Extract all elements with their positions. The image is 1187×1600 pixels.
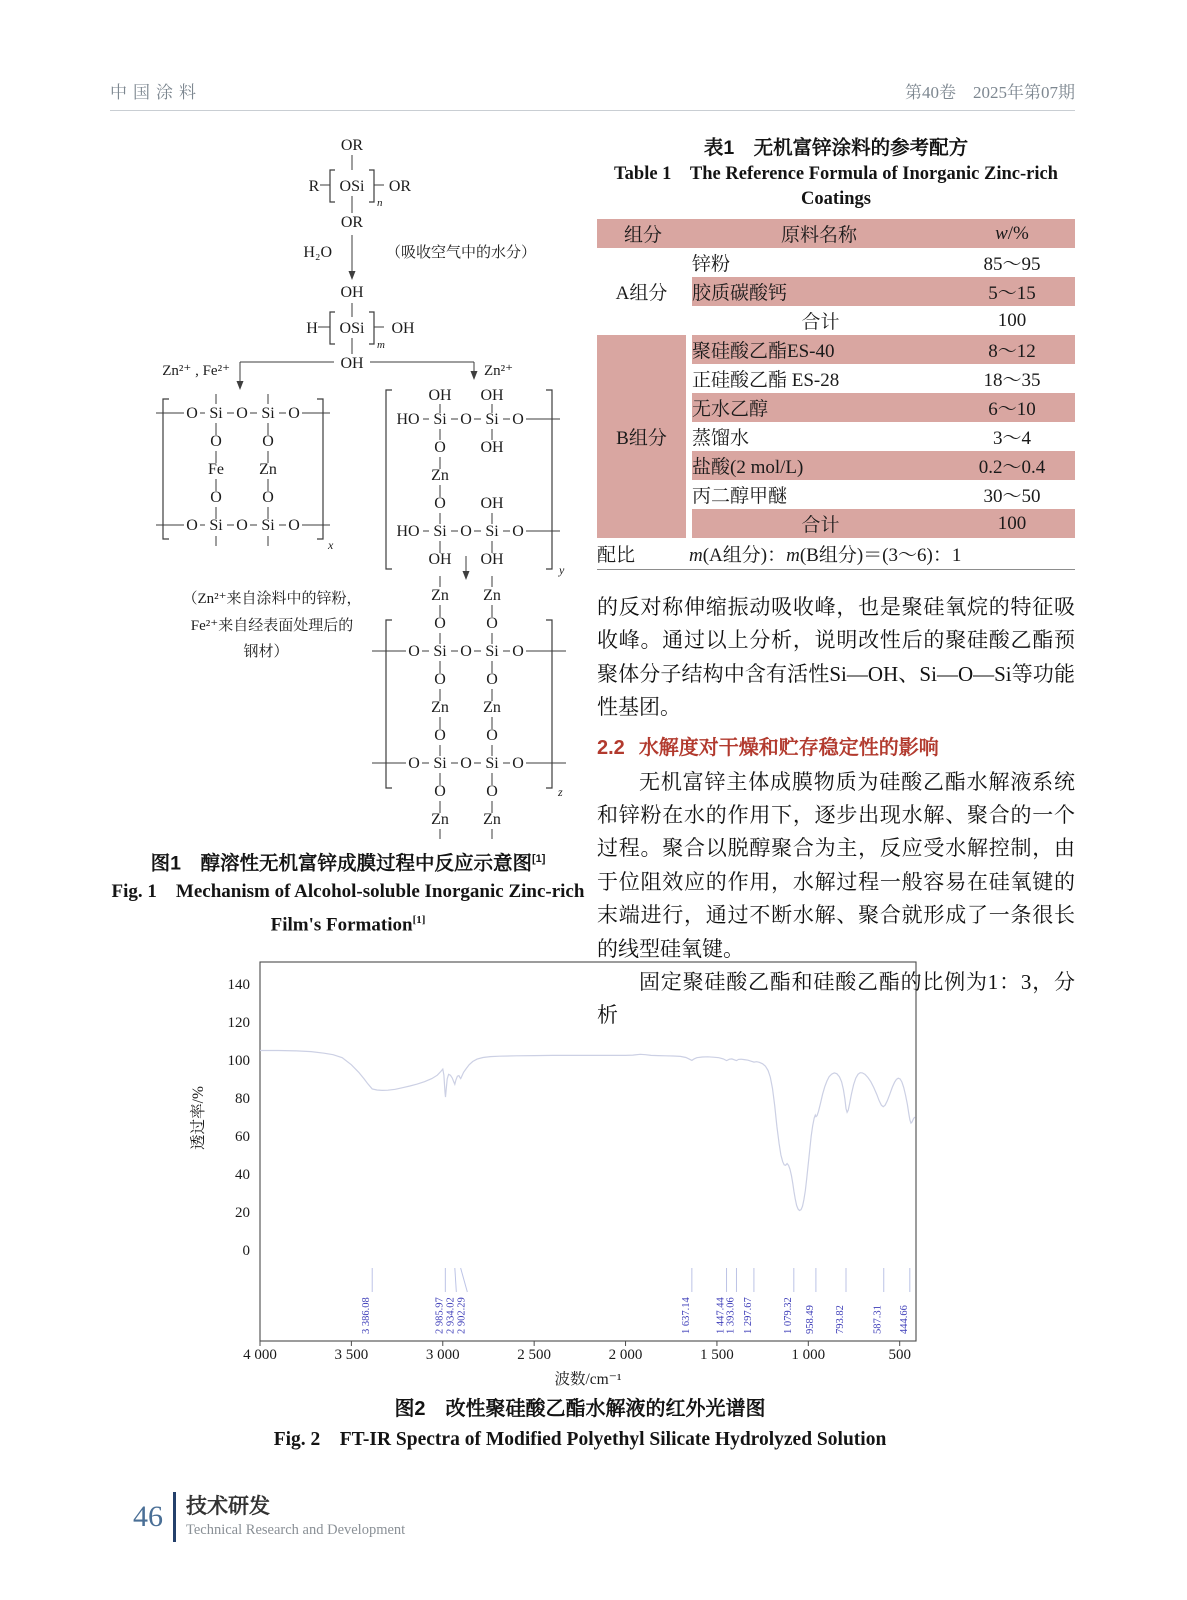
label-fe: Fe xyxy=(208,461,224,478)
y-tick-label: 20 xyxy=(235,1205,250,1221)
material-name-cell: 合计 xyxy=(689,509,949,538)
label-o: O xyxy=(512,643,524,660)
right-column xyxy=(597,136,1075,1033)
bracket xyxy=(163,399,169,539)
weight-percent-cell: 0.2～0.4 xyxy=(949,451,1075,480)
col-header-group: 组分 xyxy=(597,219,689,248)
weight-percent-cell: 5～15 xyxy=(949,277,1075,306)
x-tick-label: 1 000 xyxy=(791,1347,826,1363)
label-o: O xyxy=(408,755,420,772)
material-name-cell: 盐酸(2 mol/L) xyxy=(689,451,949,480)
label-si: Si xyxy=(209,517,223,534)
paragraph-1: 的反对称伸缩振动吸收峰，也是聚硅氧烷的特征吸收峰。通过以上分析，说明改性后的聚硅酸乙酯预聚体分子结构中含有活性Si—OH、Si—O—Si等功能性基团。 xyxy=(597,595,1075,720)
label-o: O xyxy=(186,517,198,534)
bracket xyxy=(330,170,335,202)
label-o: O xyxy=(236,405,248,422)
label-si: Si xyxy=(485,523,499,540)
section-title: 水解度对干燥和贮存稳定性的影响 xyxy=(638,736,939,759)
col-header-material: 原料名称 xyxy=(689,219,949,248)
label-si: Si xyxy=(433,523,447,540)
label-o: O xyxy=(486,671,498,688)
table-row xyxy=(597,335,1075,364)
page-header xyxy=(110,78,1075,103)
table1-title-zh: 表1 无机富锌涂料的参考配方 xyxy=(703,137,969,159)
material-name-cell: 丙二醇甲醚 xyxy=(689,480,949,509)
label-zn: Zn xyxy=(483,811,501,828)
label-oh: OH xyxy=(428,551,452,568)
peak-wavenumber-label: 2 934.02 xyxy=(445,1297,457,1334)
peak-wavenumber-label: 958.49 xyxy=(804,1305,816,1334)
peak-wavenumber-label: 444.66 xyxy=(898,1305,910,1334)
label-sub_m: m xyxy=(377,339,385,351)
weight-percent-cell: 6～10 xyxy=(949,393,1075,422)
peak-wavenumber-label: 1 393.06 xyxy=(725,1297,737,1334)
material-name-cell: 蒸馏水 xyxy=(689,422,949,451)
label-sub_x: x xyxy=(328,538,334,552)
figure1-note-line1: （Zn²⁺来自涂料中的锌粉， xyxy=(182,591,362,607)
ratio-row xyxy=(597,538,1075,570)
label-r: R xyxy=(308,178,320,195)
label-o: O xyxy=(460,523,472,540)
label-si: Si xyxy=(485,411,499,428)
x-tick-label: 500 xyxy=(888,1347,911,1363)
label-zn: Zn xyxy=(431,467,449,484)
paragraph-2: 无机富锌主体成膜物质为硅酸乙酯水解液系统和锌粉在水的作用下，逐步出现水解、聚合的一个过程。聚合以脱醇聚合为主，反应受水解控制，由于位阻效应的作用，水解过程一般容易在硅氧键的末端进行，通过不断水解、聚合就形成了一条很长的线型硅氧键。 xyxy=(597,769,1075,961)
label-osi: OSi xyxy=(339,178,365,195)
label-h: H xyxy=(306,320,318,337)
label-oh: OH xyxy=(480,387,504,404)
y-tick-label: 0 xyxy=(242,1243,250,1259)
bracket xyxy=(386,390,392,569)
label-o: O xyxy=(262,433,274,450)
label-o: O xyxy=(262,489,274,506)
label-oh: OH xyxy=(391,320,415,337)
label-si: Si xyxy=(261,517,275,534)
label-o: O xyxy=(434,727,446,744)
figure1-caption-zh: 图1 醇溶性无机富锌成膜过程中反应示意图[1] xyxy=(150,852,546,875)
arrow-head xyxy=(471,371,478,380)
table-row xyxy=(597,248,1075,277)
label-o: O xyxy=(434,439,446,456)
label-o: O xyxy=(288,517,300,534)
label-zn: Zn xyxy=(431,699,449,716)
y-tick-label: 140 xyxy=(227,977,250,993)
label-o: O xyxy=(512,523,524,540)
ratio-label: 配比 xyxy=(597,538,689,570)
label-ho: HO xyxy=(396,411,420,428)
label-o: O xyxy=(434,495,446,512)
weight-percent-cell: 100 xyxy=(949,509,1075,538)
bracket xyxy=(369,312,374,344)
arrow-head xyxy=(349,271,356,280)
peak-wavenumber-label: 1 637.14 xyxy=(680,1297,692,1334)
reference-mark: [1] xyxy=(531,853,546,865)
figure1-caption-en-line1: Fig. 1 Mechanism of Alcohol-soluble Inorganic Zinc-rich xyxy=(111,880,585,902)
peak-wavenumber-label: 1 297.67 xyxy=(742,1297,754,1334)
label-o: O xyxy=(210,489,222,506)
label-absorb_note: （吸收空气中的水分） xyxy=(386,245,537,261)
x-tick-label: 1 500 xyxy=(700,1347,734,1363)
col-header-w: w/% xyxy=(949,219,1075,248)
peak-leader-line xyxy=(455,1268,457,1292)
weight-percent-cell: 100 xyxy=(997,309,1027,331)
peak-wavenumber-label: 587.31 xyxy=(872,1305,884,1334)
label-zn: Zn xyxy=(259,461,277,478)
label-si: Si xyxy=(209,405,223,422)
y-axis-label: 透过率/% xyxy=(190,1086,207,1150)
label-o: O xyxy=(512,755,524,772)
figure1-caption xyxy=(100,845,596,939)
section-heading-2-2 xyxy=(597,732,1075,764)
label-si: Si xyxy=(485,643,499,660)
label-sub_z: z xyxy=(558,785,563,799)
label-o: O xyxy=(434,783,446,800)
x-tick-label: 3 500 xyxy=(334,1347,369,1363)
material-name-cell: 聚硅酸乙酯ES-40 xyxy=(689,335,949,364)
label-ion_right: Zn²⁺ xyxy=(484,363,514,379)
label-si: Si xyxy=(261,405,275,422)
header-divider xyxy=(110,110,1075,111)
table1-title-en: Table 1 The Reference Formula of Inorganic Zinc-rich Coatings xyxy=(614,164,1058,209)
weight-percent-cell: 3～4 xyxy=(992,428,1031,449)
label-oh: OH xyxy=(480,439,504,456)
weight-percent-cell: 18～35 xyxy=(983,370,1041,391)
footer-section xyxy=(186,1494,405,1540)
ratio-value: m(A组分)：m(B组分)＝(3～6)：1 xyxy=(689,538,1075,570)
label-o: O xyxy=(486,615,498,632)
label-zn: Zn xyxy=(483,587,501,604)
footer-divider-bar xyxy=(173,1492,176,1542)
label-sub_y: y xyxy=(559,563,565,577)
weight-percent-cell: 8～12 xyxy=(949,335,1075,364)
peak-leader-line xyxy=(461,1268,468,1292)
journal-name: 中国涂料 xyxy=(110,83,202,102)
figure2-caption xyxy=(150,1396,1010,1453)
label-ions_left: Zn²⁺ , Fe²⁺ xyxy=(162,363,230,379)
label-or: OR xyxy=(340,137,364,154)
page-footer xyxy=(133,1492,405,1542)
page-number: 46 xyxy=(133,1500,163,1533)
arrow-head xyxy=(237,381,244,390)
peak-wavenumber-label: 2 902.29 xyxy=(456,1297,468,1334)
weight-percent-cell: 85～95 xyxy=(983,254,1041,275)
peak-wavenumber-label: 1 079.32 xyxy=(782,1297,794,1334)
peak-wavenumber-label: 3 386.08 xyxy=(361,1297,373,1334)
y-tick-label: 40 xyxy=(235,1167,250,1183)
label-osi: OSi xyxy=(339,320,365,337)
material-name-cell: 锌粉 xyxy=(689,248,949,277)
y-tick-label: 80 xyxy=(235,1091,250,1107)
label-zn: Zn xyxy=(431,587,449,604)
issue-info: 第40卷 2025年第07期 xyxy=(905,83,1075,102)
label-o: O xyxy=(460,411,472,428)
peak-wavenumber-label: 2 985.97 xyxy=(434,1297,446,1334)
material-name-cell: 胶质碳酸钙 xyxy=(689,277,949,306)
label-sub_n: n xyxy=(377,197,383,209)
peak-wavenumber-label: 1 447.44 xyxy=(715,1297,727,1334)
label-or: OR xyxy=(388,178,412,195)
table-header-row xyxy=(597,219,1075,248)
figure1-note-line3: 钢材） xyxy=(243,644,289,660)
reference-mark: [1] xyxy=(412,913,426,926)
figure2-caption-zh: 图2 改性聚硅酸乙酯水解液的红外光谱图 xyxy=(394,1398,766,1420)
x-tick-label: 4 000 xyxy=(243,1347,277,1363)
paragraph-3: 固定聚硅酸乙酯和硅酸乙酯的比例为1：3，分析 xyxy=(597,970,1075,1028)
label-o: O xyxy=(486,783,498,800)
label-oh: OH xyxy=(340,284,364,301)
label-o: O xyxy=(210,433,222,450)
label-zn: Zn xyxy=(483,699,501,716)
bracket xyxy=(330,312,335,344)
label-o: O xyxy=(486,727,498,744)
y-tick-label: 120 xyxy=(227,1015,250,1031)
label-o: O xyxy=(434,671,446,688)
arrow-head xyxy=(463,571,470,580)
x-tick-label: 3 000 xyxy=(425,1347,460,1363)
figure1-caption-en-line2: Film's Formation[1] xyxy=(270,913,426,935)
label-si: Si xyxy=(433,755,447,772)
material-name-cell: 无水乙醇 xyxy=(689,393,949,422)
label-oh: OH xyxy=(480,551,504,568)
bracket xyxy=(317,399,323,539)
label-si: Si xyxy=(485,755,499,772)
material-name-cell: 正硅酸乙酯 ES-28 xyxy=(689,364,949,393)
x-tick-label: 2 000 xyxy=(608,1347,643,1363)
label-h2o: H₂O xyxy=(303,244,332,261)
table1-formula-table xyxy=(597,219,1075,570)
label-or: OR xyxy=(340,214,364,231)
plot-border xyxy=(260,962,916,1341)
label-o: O xyxy=(434,615,446,632)
label-o: O xyxy=(288,405,300,422)
bracket xyxy=(546,390,552,569)
bracket xyxy=(369,170,374,202)
label-oh: OH xyxy=(428,387,452,404)
label-o: O xyxy=(460,755,472,772)
figure1-reaction-diagram xyxy=(118,128,578,844)
figure2-ftir-chart xyxy=(186,938,966,1396)
label-ho: HO xyxy=(396,523,420,540)
label-o: O xyxy=(512,411,524,428)
label-o: O xyxy=(186,405,198,422)
y-tick-label: 100 xyxy=(227,1053,250,1069)
figure2-caption-en: Fig. 2 FT-IR Spectra of Modified Polyethyl Silicate Hydrolyzed Solution xyxy=(273,1429,887,1450)
x-tick-label: 2 500 xyxy=(517,1347,552,1363)
label-si: Si xyxy=(433,411,447,428)
material-name-cell: 合计 xyxy=(689,306,949,335)
footer-section-en: Technical Research and Development xyxy=(186,1522,406,1538)
label-o: O xyxy=(460,643,472,660)
label-oh: OH xyxy=(340,355,364,372)
group-a-cell: A组分 xyxy=(615,283,668,304)
figure1-note-line2: Fe²⁺来自经表面处理后的 xyxy=(190,618,354,634)
label-si: Si xyxy=(433,643,447,660)
footer-section-zh: 技术研发 xyxy=(186,1495,270,1518)
peak-wavenumber-label: 793.82 xyxy=(834,1305,846,1334)
label-o: O xyxy=(236,517,248,534)
group-b-cell: B组分 xyxy=(597,335,689,538)
label-o: O xyxy=(408,643,420,660)
label-zn: Zn xyxy=(431,811,449,828)
y-tick-label: 60 xyxy=(235,1129,250,1145)
section-number: 2.2 xyxy=(597,736,625,759)
spectrum-curve xyxy=(260,1051,915,1211)
x-axis-label: 波数/cm⁻¹ xyxy=(554,1371,622,1388)
weight-percent-cell: 30～50 xyxy=(983,486,1041,507)
label-oh: OH xyxy=(480,495,504,512)
